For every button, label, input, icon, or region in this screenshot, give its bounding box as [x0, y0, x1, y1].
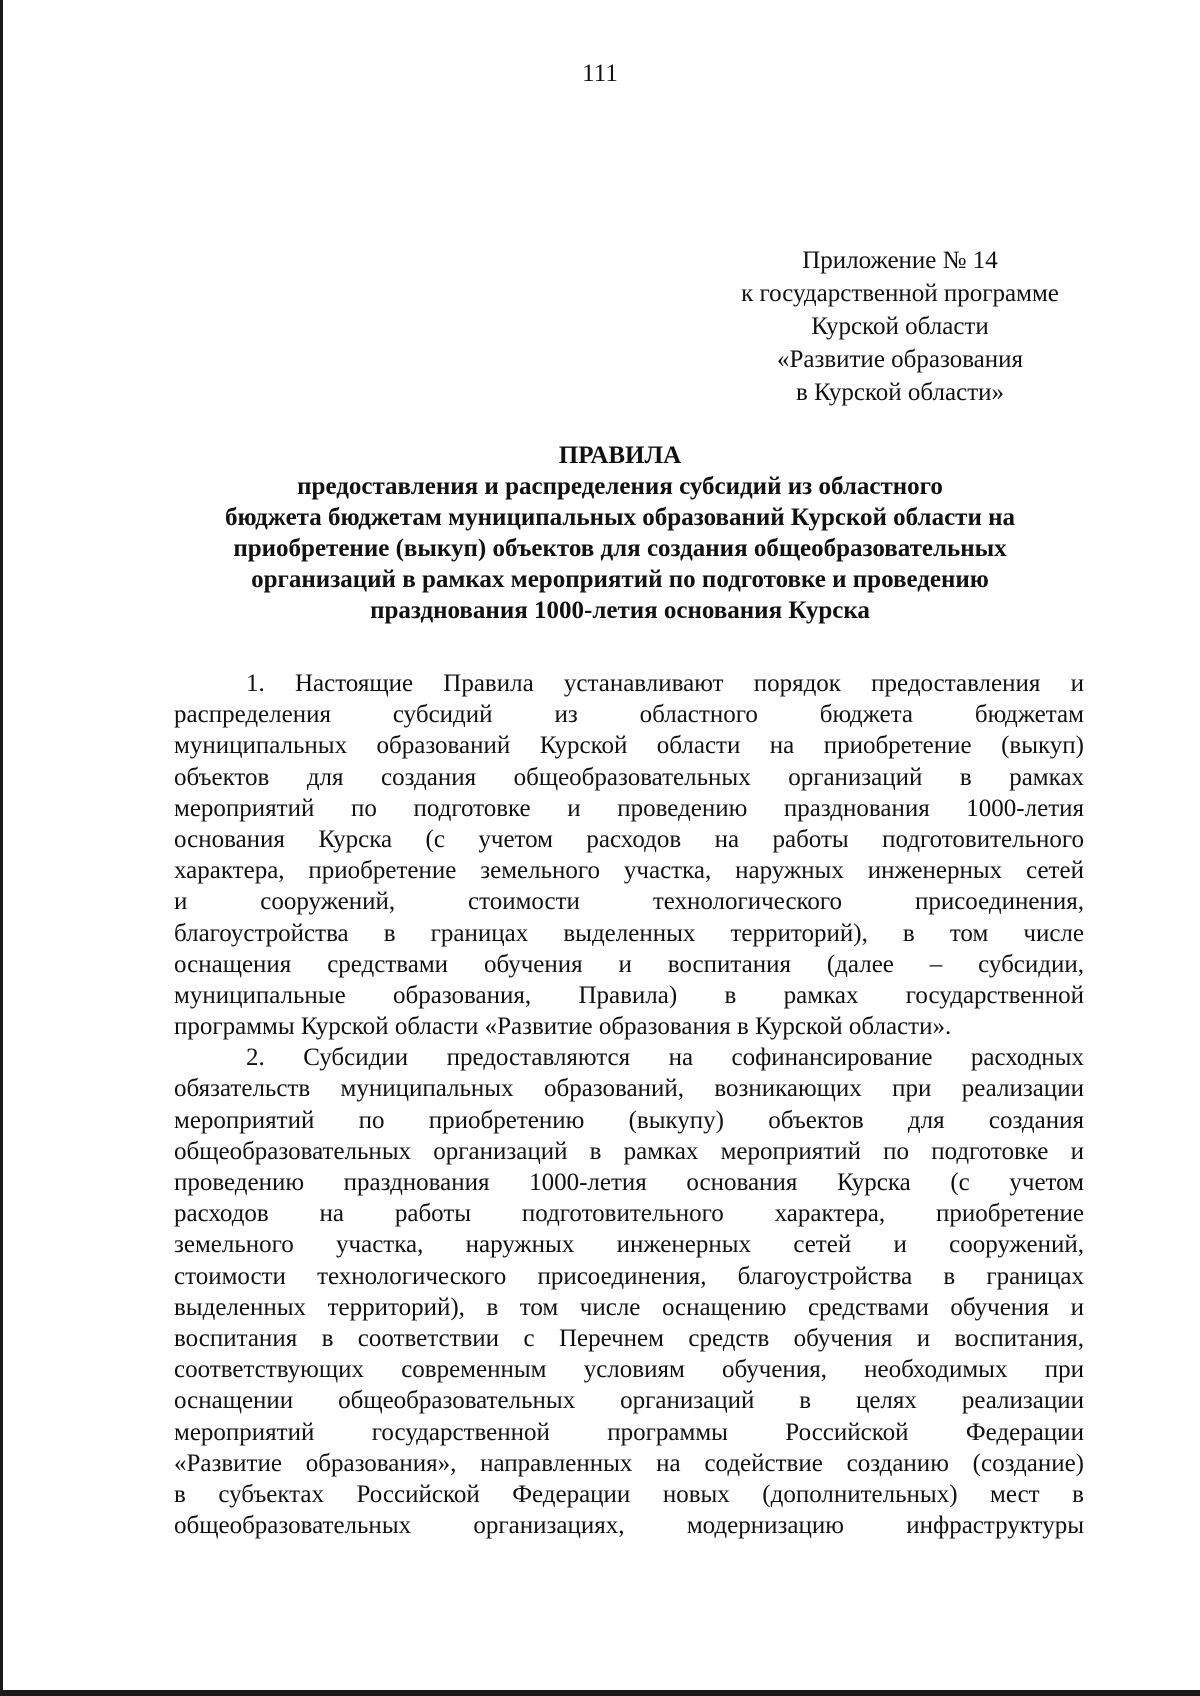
- paragraph: [174, 1042, 1084, 1541]
- paragraph-line: мероприятий по приобретению (выкупу) объектов для создания: [174, 1106, 1084, 1134]
- paragraph-line: муниципальных образований Курской области на приобретение (выкуп): [174, 732, 1084, 760]
- paragraph-line: в субъектах Российской Федерации новых (дополнительных) мест в: [174, 1480, 1084, 1508]
- paragraph-line: основания Курска (с учетом расходов на работы подготовительного: [174, 825, 1084, 853]
- appendix-line: в Курской области»: [795, 379, 1005, 406]
- paragraph-line: муниципальные образования, Правила) в рамках государственной: [174, 981, 1084, 1009]
- appendix-reference: [690, 244, 1110, 409]
- paragraph-line: 1. Настоящие Правила устанавливают порядок предоставления и: [246, 670, 1084, 697]
- paragraph-line: воспитания в соответствии с Перечнем средств обучения и воспитания,: [174, 1324, 1084, 1352]
- appendix-line: Курской области: [811, 313, 989, 340]
- paragraph-line: выделенных территорий), в том числе оснащению средствами обучения и: [174, 1293, 1084, 1321]
- paragraph-line: «Развитие образования», направленных на содействие созданию (создание): [174, 1449, 1084, 1477]
- paragraph: [174, 668, 1084, 1042]
- paragraph-line: проведению празднования 1000-летия основания Курска (с учетом: [174, 1169, 1084, 1196]
- paragraph-line: характера, приобретение земельного участка, наружных инженерных сетей: [174, 857, 1084, 885]
- paragraph-line: 2. Субсидии предоставляются на софинансирование расходных: [246, 1044, 1084, 1072]
- paragraph-line: расходов на работы подготовительного характера, приобретение: [174, 1200, 1084, 1228]
- paragraph-line: обязательств муниципальных образований, возникающих при реализации: [174, 1075, 1084, 1103]
- paragraph-line: оснащения средствами обучения и воспитания (далее – субсидии,: [174, 950, 1084, 978]
- document-title: [150, 440, 1090, 626]
- title-subtitle-line: предоставления и распределения субсидий из областного: [297, 473, 943, 500]
- paragraph-line: земельного участка, наружных инженерных сетей и сооружений,: [174, 1231, 1084, 1259]
- document-body: [174, 668, 1084, 1541]
- paragraph-line: мероприятий по подготовке и проведению празднования 1000-летия: [174, 794, 1084, 822]
- paragraph-line: объектов для создания общеобразовательных организаций в рамках: [174, 763, 1084, 791]
- page-number: 111: [582, 60, 618, 87]
- title-heading: ПРАВИЛА: [558, 442, 682, 469]
- paragraph-line: оснащении общеобразовательных организаций в целях реализации: [174, 1387, 1084, 1415]
- paragraph-line: и сооружений, стоимости технологического присоединения,: [174, 888, 1084, 916]
- appendix-line: «Развитие образования: [776, 346, 1024, 373]
- paragraph-line: благоустройства в границах выделенных территорий), в том числе: [174, 919, 1084, 947]
- title-subtitle-line: бюджета бюджетам муниципальных образований Курской области на: [224, 504, 1016, 531]
- paragraph-line: соответствующих современным условиям обучения, необходимых при: [174, 1356, 1084, 1384]
- paragraph-line: программы Курской области «Развитие образования в Курской области».: [174, 1013, 952, 1041]
- appendix-line: Приложение № 14: [802, 247, 998, 274]
- title-subtitle-line: приобретение (выкуп) объектов для создания общеобразовательных: [233, 535, 1007, 562]
- scan-bottom-edge: [0, 1690, 1200, 1696]
- paragraph-line: распределения субсидий из областного бюджета бюджетам: [174, 701, 1084, 729]
- appendix-line: к государственной программе: [741, 280, 1059, 307]
- paragraph-line: общеобразовательных организаций в рамках мероприятий по подготовке и: [174, 1137, 1084, 1165]
- paragraph-line: общеобразовательных организациях, модернизацию инфраструктуры: [174, 1512, 1084, 1540]
- paragraph-line: мероприятий государственной программы Российской Федерации: [174, 1418, 1084, 1446]
- title-subtitle-line: празднования 1000-летия основания Курска: [370, 597, 870, 624]
- title-subtitle-line: организаций в рамках мероприятий по подготовке и проведению: [251, 566, 989, 593]
- paragraph-line: стоимости технологического присоединения, благоустройства в границах: [174, 1262, 1084, 1290]
- scan-left-edge: [0, 0, 3, 1696]
